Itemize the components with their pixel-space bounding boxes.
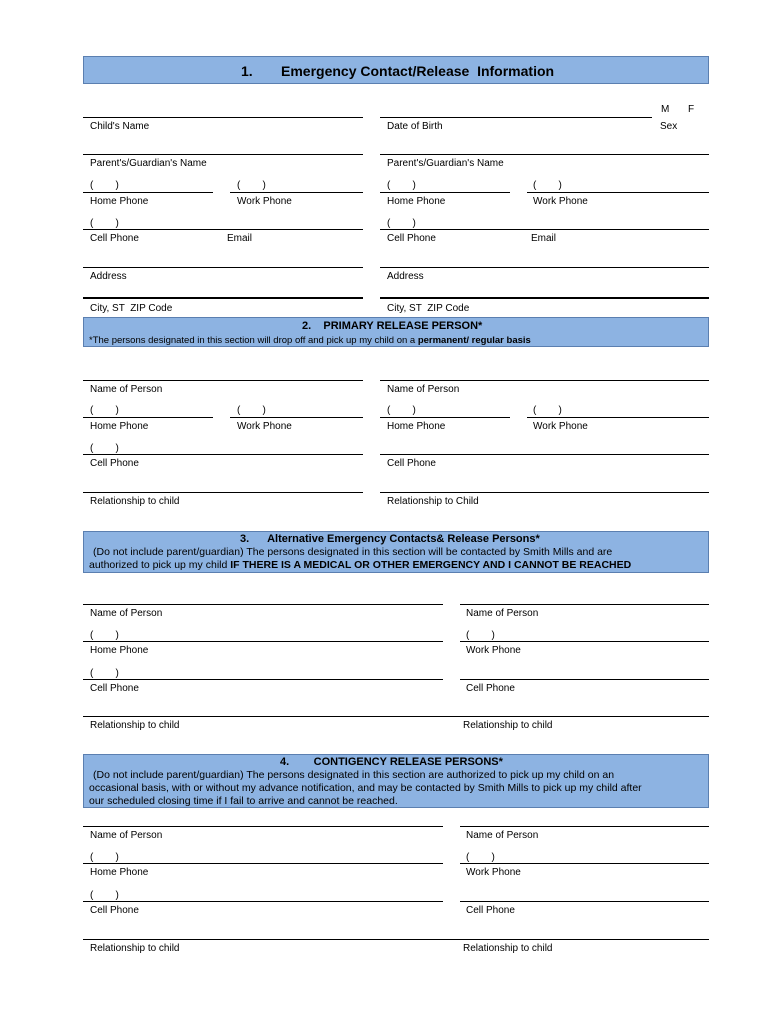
- section4-line3: our scheduled closing time if I fail to arrive and cannot be reached.: [89, 795, 398, 807]
- section4-header: [83, 754, 709, 808]
- work-phone-field[interactable]: [460, 641, 709, 642]
- guardian-name-field-2[interactable]: [380, 154, 709, 155]
- alt-name-field[interactable]: [460, 604, 709, 605]
- section2-note: *The persons designated in this section will drop off and pick up my child on a permanent/ regular basis: [89, 335, 531, 346]
- cell-phone-label: Cell Phone: [90, 683, 139, 694]
- area-code: ( ): [90, 443, 119, 454]
- contingency-name-field[interactable]: [83, 826, 443, 827]
- relationship-label: Relationship to child: [90, 720, 180, 731]
- section3-header: [83, 531, 709, 573]
- cell-phone-label: Cell Phone: [387, 458, 436, 469]
- cell-email-field[interactable]: [83, 229, 363, 230]
- work-phone-field[interactable]: [527, 417, 709, 418]
- area-code: ( ): [466, 630, 495, 641]
- work-phone-label: Work Phone: [466, 645, 521, 656]
- area-code: ( ): [237, 180, 266, 191]
- relationship-label: Relationship to child: [463, 720, 553, 731]
- name-of-person-label: Name of Person: [466, 608, 539, 619]
- childs-name-label: Child's Name: [90, 121, 150, 132]
- area-code: ( ): [90, 630, 119, 641]
- cell-phone-field[interactable]: [83, 901, 443, 902]
- work-phone-field[interactable]: [230, 417, 363, 418]
- guardian-name-field-1[interactable]: [83, 154, 363, 155]
- area-code: ( ): [90, 890, 119, 901]
- primary-name-field[interactable]: [380, 380, 709, 381]
- relationship-field[interactable]: [83, 939, 709, 940]
- name-of-person-label: Name of Person: [90, 384, 163, 395]
- name-of-person-label: Name of Person: [90, 830, 163, 841]
- work-phone-label: Work Phone: [237, 421, 292, 432]
- work-phone-label: Work Phone: [466, 867, 521, 878]
- alt-name-field[interactable]: [83, 604, 443, 605]
- cell-phone-field[interactable]: [460, 679, 709, 680]
- work-phone-field[interactable]: [460, 863, 709, 864]
- home-phone-label: Home Phone: [90, 196, 149, 207]
- guardian-name-label-2: Parent's/Guardian's Name: [387, 158, 504, 169]
- contingency-name-field[interactable]: [460, 826, 709, 827]
- cell-phone-label: Cell Phone: [466, 905, 515, 916]
- area-code: ( ): [90, 218, 119, 229]
- email-label: Email: [227, 233, 253, 244]
- area-code: ( ): [90, 668, 119, 679]
- cell-phone-label: Cell Phone: [90, 905, 139, 916]
- city-field[interactable]: [380, 297, 709, 299]
- city-label: City, ST ZIP Code: [90, 303, 173, 314]
- cell-email-field[interactable]: [380, 229, 709, 230]
- work-phone-field[interactable]: [527, 192, 709, 193]
- section1-header: [83, 56, 709, 84]
- relationship-field[interactable]: [380, 492, 709, 493]
- cell-phone-field[interactable]: [83, 679, 443, 680]
- area-code: ( ): [237, 405, 266, 416]
- section2-header: [83, 317, 709, 347]
- cell-phone-field[interactable]: [380, 454, 709, 455]
- address-field[interactable]: [380, 267, 709, 268]
- city-field[interactable]: [83, 297, 363, 299]
- work-phone-label: Work Phone: [533, 196, 588, 207]
- relationship-field[interactable]: [83, 716, 709, 717]
- section3-line2: authorized to pick up my child IF THERE IS A MEDICAL OR OTHER EMERGENCY AND I CANNOT BE REACHED: [89, 559, 632, 571]
- date-of-birth-field[interactable]: [380, 117, 652, 118]
- area-code: ( ): [387, 405, 416, 416]
- area-code: ( ): [90, 405, 119, 416]
- address-label: Address: [90, 271, 127, 282]
- section4-line1: (Do not include parent/guardian) The persons designated in this section are authorized to pick up my child on an: [93, 769, 615, 781]
- area-code: ( ): [466, 852, 495, 863]
- name-of-person-label: Name of Person: [387, 384, 460, 395]
- childs-name-field[interactable]: [83, 117, 363, 118]
- cell-phone-label: Cell Phone: [90, 233, 139, 244]
- cell-phone-field[interactable]: [83, 454, 363, 455]
- email-label: Email: [531, 233, 557, 244]
- home-phone-field[interactable]: [83, 417, 213, 418]
- section1-title: Emergency Contact/Release Information: [281, 63, 555, 79]
- home-phone-field[interactable]: [83, 641, 443, 642]
- work-phone-label: Work Phone: [533, 421, 588, 432]
- section4-line2: occasional basis, with or without my advance notification, and may be contacted by Smith Mills to pick up my child after: [89, 782, 642, 794]
- home-phone-label: Home Phone: [90, 645, 149, 656]
- relationship-field[interactable]: [83, 492, 363, 493]
- home-phone-field[interactable]: [83, 192, 213, 193]
- section3-title: 3. Alternative Emergency Contacts& Release Persons*: [240, 533, 540, 545]
- relationship-label: Relationship to child: [90, 496, 180, 507]
- cell-phone-label: Cell Phone: [90, 458, 139, 469]
- address-label: Address: [387, 271, 424, 282]
- home-phone-field[interactable]: [83, 863, 443, 864]
- home-phone-field[interactable]: [380, 417, 510, 418]
- home-phone-label: Home Phone: [387, 421, 446, 432]
- section1-number: 1.: [241, 63, 253, 79]
- area-code: ( ): [387, 218, 416, 229]
- relationship-label: Relationship to child: [90, 943, 180, 954]
- name-of-person-label: Name of Person: [90, 608, 163, 619]
- section2-title: 2. PRIMARY RELEASE PERSON*: [302, 320, 483, 332]
- address-field[interactable]: [83, 267, 363, 268]
- home-phone-label: Home Phone: [90, 867, 149, 878]
- name-of-person-label: Name of Person: [466, 830, 539, 841]
- cell-phone-label: Cell Phone: [466, 683, 515, 694]
- primary-name-field[interactable]: [83, 380, 363, 381]
- city-label: City, ST ZIP Code: [387, 303, 470, 314]
- cell-phone-label: Cell Phone: [387, 233, 436, 244]
- relationship-label: Relationship to Child: [387, 496, 479, 507]
- home-phone-field[interactable]: [380, 192, 510, 193]
- home-phone-label: Home Phone: [90, 421, 149, 432]
- area-code: ( ): [533, 405, 562, 416]
- sex-f-option[interactable]: F: [688, 104, 695, 115]
- section4-title: 4. CONTIGENCY RELEASE PERSONS*: [280, 756, 503, 768]
- date-of-birth-label: Date of Birth: [387, 121, 443, 132]
- area-code: ( ): [90, 852, 119, 863]
- relationship-label: Relationship to child: [463, 943, 553, 954]
- guardian-name-label-1: Parent's/Guardian's Name: [90, 158, 207, 169]
- cell-phone-field[interactable]: [460, 901, 709, 902]
- home-phone-label: Home Phone: [387, 196, 446, 207]
- sex-label: Sex: [660, 121, 678, 132]
- section3-line1: (Do not include parent/guardian) The persons designated in this section will be contacted by Smith Mills and are: [93, 546, 613, 558]
- work-phone-label: Work Phone: [237, 196, 292, 207]
- work-phone-field[interactable]: [230, 192, 363, 193]
- sex-m-option[interactable]: M: [661, 104, 670, 115]
- area-code: ( ): [90, 180, 119, 191]
- area-code: ( ): [533, 180, 562, 191]
- area-code: ( ): [387, 180, 416, 191]
